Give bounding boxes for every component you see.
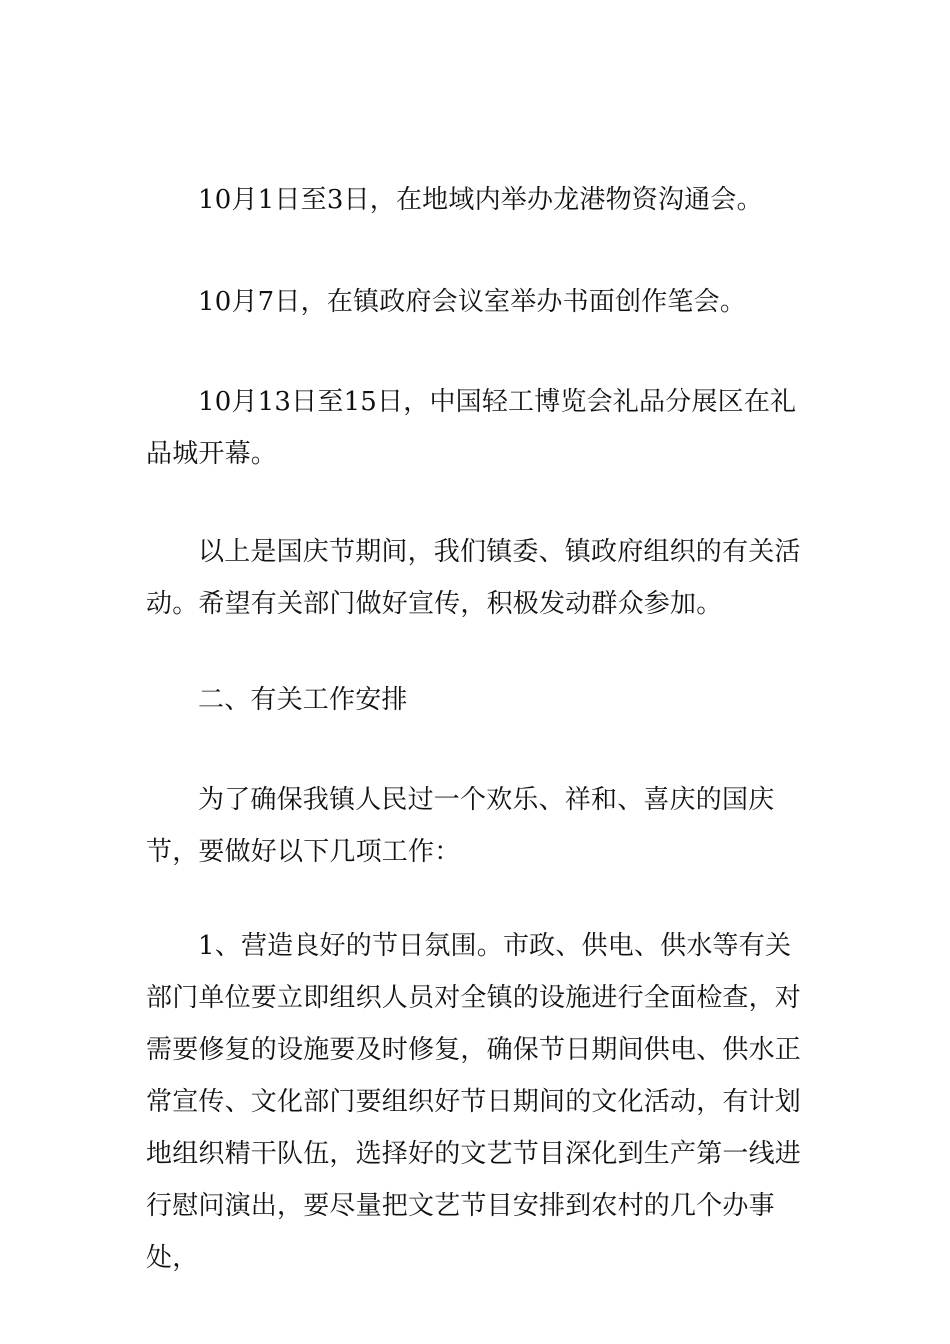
paragraph-intro: 为了确保我镇人民过一个欢乐、祥和、喜庆的国庆节，要做好以下几项工作： xyxy=(146,785,775,867)
paragraph-event-oct-7: 10月7日，在镇政府会议室举办书面创作笔会。 xyxy=(198,287,747,317)
section-heading: 二、有关工作安排 xyxy=(198,685,408,715)
paragraph-item-1: 1、营造良好的节日氛围。市政、供电、供水等有关部门单位要立即组织人员对全镇的设施进行全面检查，对需要修复的设施要及时修复，确保节日期间供电、供水正常宣传、文化部门要组织好节日期间的文化活动，有计划地组织精干队伍，选择好的文艺节目深化到生产第一线进行慰问演出，要尽量把文艺节目安排到农村的几个办事处， xyxy=(146,931,802,1273)
paragraph-event-oct-13: 10月13日至15日，中国轻工博览会礼品分展区在礼品城开幕。 xyxy=(146,387,797,469)
paragraph-event-oct-1: 10月1日至3日，在地域内举办龙港物资沟通会。 xyxy=(198,185,763,215)
paragraph-summary: 以上是国庆节期间，我们镇委、镇政府组织的有关活动。希望有关部门做好宣传，积极发动群众参加。 xyxy=(146,537,801,619)
